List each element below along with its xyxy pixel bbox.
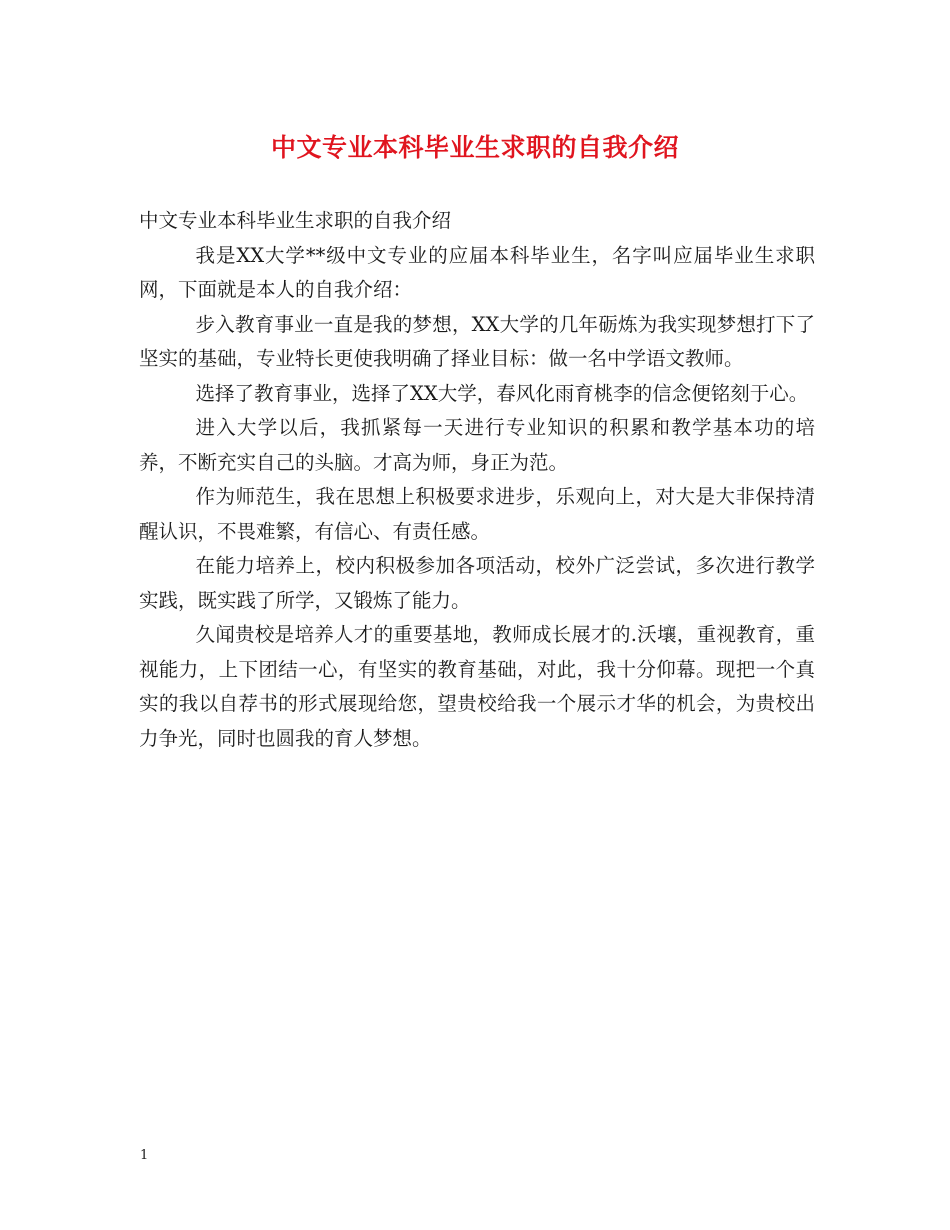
paragraph-character: 作为师范生，我在思想上积极要求进步，乐观向上，对大是大非保持清醒认识，不畏难繁，有信心、有责任感。	[139, 485, 815, 543]
paragraph-intro: 我是XX大学**级中文专业的应届本科毕业生，名字叫应届毕业生求职网，下面就是本人的自我介绍：	[139, 243, 815, 301]
paragraph-closing: 久闻贵校是培养人才的重要基地，教师成长展才的.沃壤，重视教育，重视能力，上下团结一心，有坚实的教育基础，对此，我十分仰幕。现把一个真实的我以自荐书的形式展现给您，望贵校给我一个展示才华的机会，为贵校出力争光，同时也圆我的育人梦想。	[139, 623, 815, 750]
page-number: 1	[140, 1148, 149, 1163]
paragraph-choice: 选择了教育事业，选择了XX大学，春风化雨育桃李的信念便铭刻于心。	[195, 381, 809, 405]
paragraph-study: 进入大学以后，我抓紧每一天进行专业知识的积累和教学基本功的培养，不断充实自己的头脑。才高为师，身正为范。	[139, 416, 815, 474]
body-heading: 中文专业本科毕业生求职的自我介绍	[139, 209, 452, 232]
document-title: 中文专业本科毕业生求职的自我介绍	[270, 133, 679, 162]
paragraph-ability: 在能力培养上，校内积极参加各项活动，校外广泛尝试，多次进行教学实践，既实践了所学，又锻炼了能力。	[139, 554, 815, 612]
document-body	[139, 204, 815, 756]
paragraph-dream: 步入教育事业一直是我的梦想，XX大学的几年砺炼为我实现梦想打下了坚实的基础，专业特长更使我明确了择业目标：做一名中学语文教师。	[139, 312, 815, 370]
